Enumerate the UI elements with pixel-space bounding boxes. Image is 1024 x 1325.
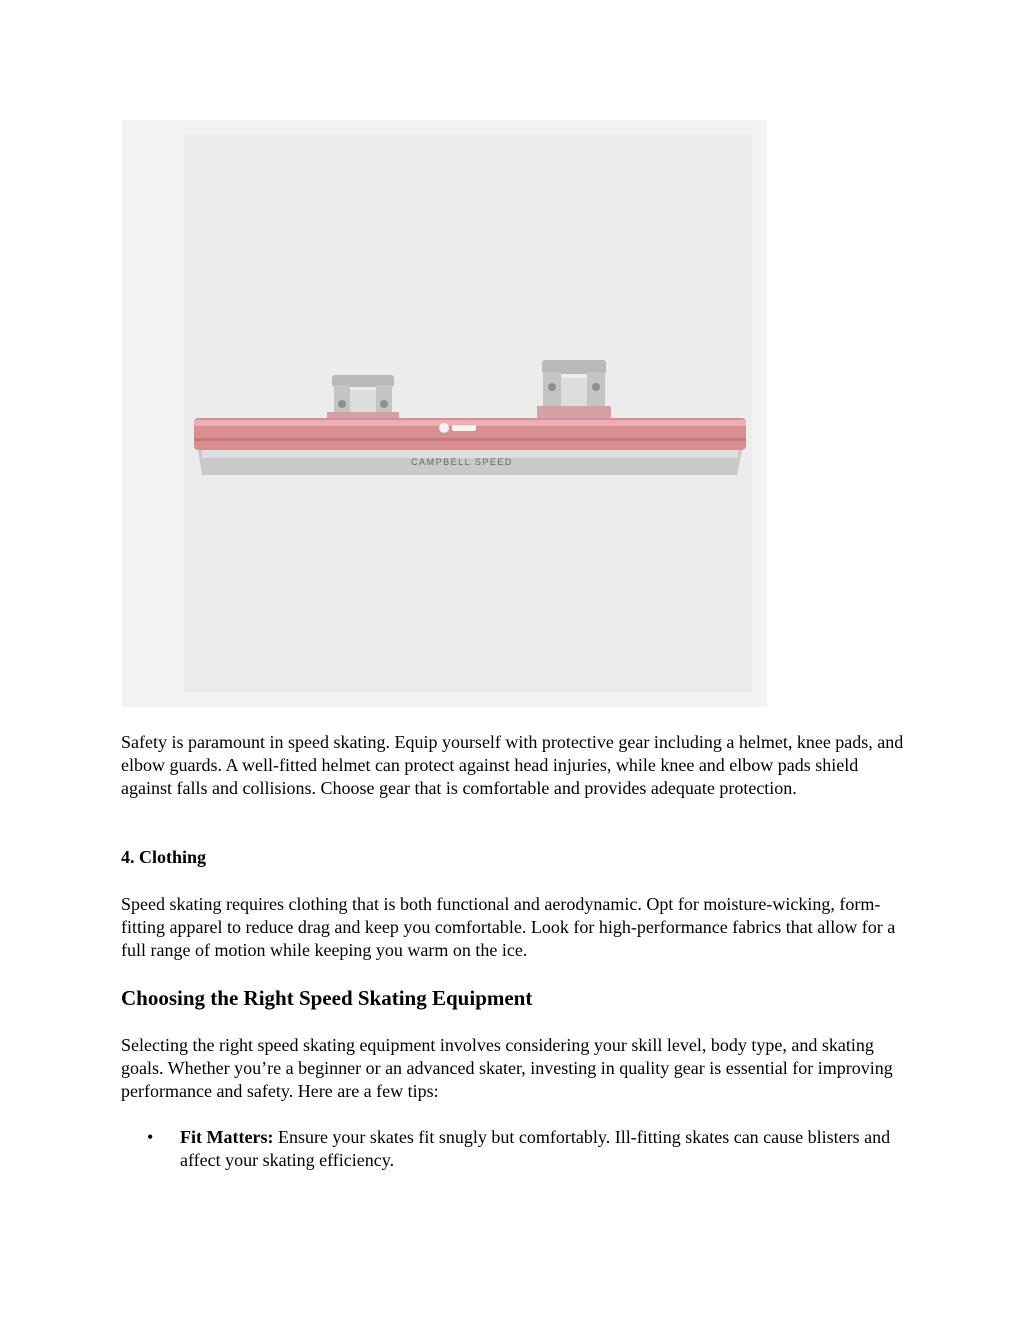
blade-brand-text: CAMPBELL SPEED (411, 457, 513, 467)
safety-paragraph: Safety is paramount in speed skating. Equip yourself with protective gear including a helmet, knee pads, and elbow guards. A well-fitted helmet can protect against head injuries, while knee and elbow pads shield against falls and collisions. Choose gear that is comfortable and provides adequate protection. (121, 732, 904, 798)
tips-list (121, 1126, 911, 1172)
choosing-paragraph: Selecting the right speed skating equipment involves considering your skill level, body type, and skating goals. Whether you’re a beginner or an advanced skater, investing in quality gear is essential for improving performance and safety. Here are a few tips: (121, 1035, 893, 1101)
steel-runner (198, 450, 742, 475)
clothing-heading: 4. Clothing (121, 847, 207, 867)
blade-illustration (122, 120, 767, 707)
choosing-equipment-heading: Choosing the Right Speed Skating Equipment (121, 986, 533, 1010)
front-mount-bracket (327, 375, 399, 424)
blade-tube (194, 418, 746, 450)
rear-mount-bracket (537, 360, 611, 422)
bullet-text: Ensure your skates fit snugly but comfortably. Ill-fitting skates can cause blisters and affect your skating efficiency. (180, 1127, 891, 1170)
list-item (121, 1126, 911, 1172)
speed-skate-blade-image (122, 120, 767, 707)
bullet-marker: • (147, 1127, 154, 1147)
clothing-paragraph: Speed skating requires clothing that is both functional and aerodynamic. Opt for moisture-wicking, form-fitting apparel to reduce drag and keep you comfortable. Look for high-performance fabrics that allow for a full range of motion while keeping you warm on the ice. (121, 894, 896, 960)
bullet-term: Fit Matters: (180, 1127, 274, 1147)
